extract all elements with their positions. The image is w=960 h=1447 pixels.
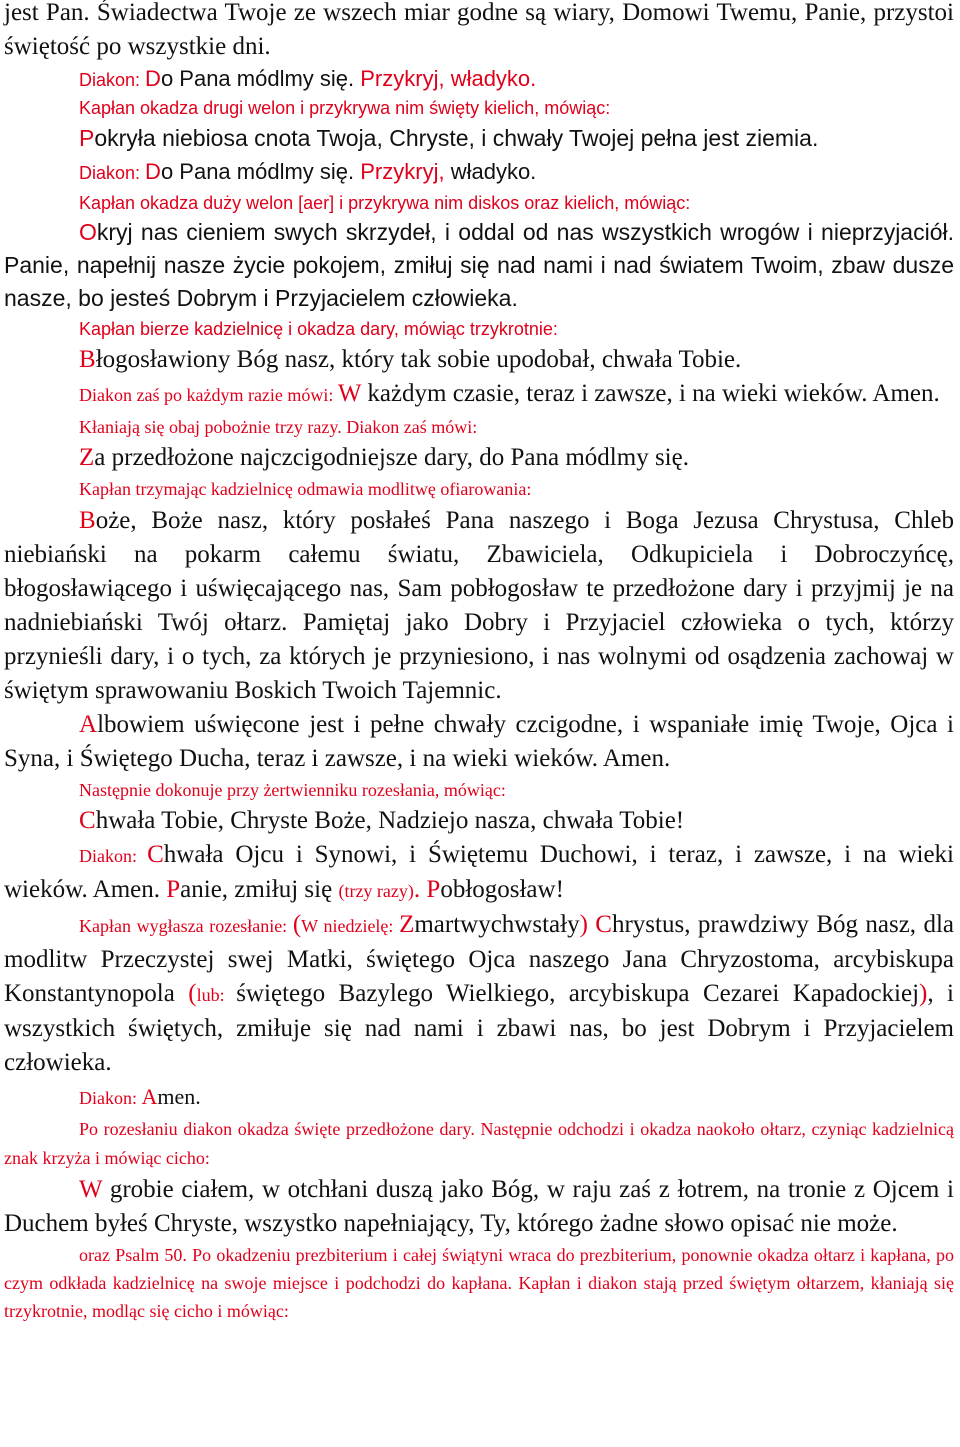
rubric — [4, 190, 954, 216]
rubric — [4, 95, 954, 121]
text: anie, zmiłuj się — [180, 876, 339, 903]
rubric-text: odmawia modlitwę ofiarowania: — [297, 479, 532, 499]
text: okryła niebiosa cnota Twoja, Chryste, i chwały Twojej pełna jest ziemia. — [94, 125, 819, 151]
text: lbowiem uświęcone jest i pełne chwały czcigodne, i wspaniałe imię Twoje, Ojca i Syna, i Świętego Ducha, teraz i zawsze, i na wieki wieków. Amen. — [4, 711, 954, 772]
initial-letter: Z — [79, 444, 95, 471]
prayer-line — [4, 343, 954, 377]
text: . — [413, 876, 427, 903]
text: obłogosław! — [440, 876, 564, 903]
troparion — [4, 1173, 954, 1241]
rubric-text: Diakon zaś mówi: — [346, 417, 478, 437]
rubric-inline: (trzy razy) — [338, 881, 414, 901]
rubric-text: Po rozesłaniu diakon okadza święte przedłożone dary. Następnie odchodzi i okadza naokoło ołtarz, czyniąc kadzielnicą znak krzyża i mówiąc cicho: — [4, 1119, 954, 1168]
text: men. — [157, 1084, 201, 1109]
rubric-text: Następnie dokonuje przy żertwienniku rozesłania, mówiąc: — [79, 780, 506, 800]
text: o Pana módlmy się. — [160, 66, 361, 91]
text: każdym czasie, teraz i zawsze, i na wieki wieków. Amen. — [361, 380, 940, 407]
rubric — [4, 315, 954, 343]
initial-letter: D — [145, 66, 161, 91]
initial-letter: Z — [399, 911, 415, 938]
initial-letter: A — [79, 711, 98, 738]
prayer-line — [4, 804, 954, 838]
text: a przedłożone najczcigodniejsze dary, do Pana módlmy się. — [94, 444, 689, 471]
initial-letter: O — [79, 219, 97, 245]
initial-letter: D — [145, 159, 161, 184]
rubric-deacon: Diakon: — [79, 1088, 142, 1108]
initial-letter: C — [147, 841, 164, 868]
rubric-inline: lub: — [196, 985, 237, 1005]
rubric-inline: Kapłan wygłasza rozesłanie: — [79, 916, 293, 936]
text: świętego Bazylego Wielkiego, arcybiskupa Cezarei Kapadockiej — [236, 980, 920, 1007]
rubric — [4, 776, 954, 804]
initial-letter: P — [166, 876, 181, 903]
initial-letter: B — [79, 346, 96, 373]
deacon-line — [4, 377, 954, 412]
response-text: Przykryj, — [360, 159, 451, 184]
rubric-text: Kłaniają się obaj pobożnie trzy razy. — [79, 417, 347, 437]
rubric — [4, 1241, 954, 1325]
bracket: ( — [292, 911, 302, 938]
deacon-line — [4, 155, 954, 190]
text: grobie ciałem, w otchłani duszą jako Bóg, w raju zaś z łotrem, na tronie z Ojcem i Duchem byłeś Chryste, wszystko napełniający, Ty, którego żadne słowo opisać nie może. — [4, 1176, 954, 1237]
rubric — [4, 474, 954, 504]
initial-letter: W — [79, 1176, 103, 1203]
prayer-paragraph — [4, 216, 954, 315]
offertory-prayer — [4, 504, 954, 708]
bracket: ) — [919, 980, 928, 1007]
rubric-deacon: Diakon: — [79, 163, 146, 183]
prayer-line — [4, 121, 954, 155]
text: oże, Boże nasz, który posłałeś Pana naszego i Boga Jezusa Chrystusa, Chleb niebiański na pokarm całemu światu, Zbawiciela, Odkupiciela i Dobroczyńcę, błogosławiącego i uświęcającego nas, Sam pobłogosław te przedłożone dary i przyjmij je na nadniebiański Twój ołtarz. Pamiętaj jako Dobry i Przyjaciel człowieka o tych, którzy przynieśli dary, i o tych, za których je przyniesiono, i nas wolnymi od osądzenia zachowaj w świętym sprawowaniu Boskich Twoich Tajemnic. — [4, 507, 954, 704]
initial-letter: P — [426, 876, 441, 903]
text: władyko. — [450, 159, 537, 184]
initial-letter: C — [595, 911, 612, 938]
prayer-line — [4, 442, 954, 474]
rubric-text: Kapłan trzymając kadzielnicę — [79, 479, 298, 499]
rubric-deacon: Diakon zaś po każdym razie mówi: — [79, 385, 338, 405]
paragraph-psalm-end — [4, 0, 954, 64]
deacon-line — [4, 1080, 954, 1115]
initial-letter: A — [141, 1084, 158, 1109]
text: kryj nas cieniem swych skrzydeł, i oddal od nas wszystkich wrogów i nieprzyjaciół. Panie, napełnij nasze życie pokojem, zmiłuj się nad nami i nad światem Twoim, zbaw dusze nasze, bo jesteś Dobrym i Przyjacielem człowieka. — [4, 219, 954, 311]
response-text: Przykryj, władyko. — [360, 66, 537, 91]
rubric-deacon: Diakon: — [79, 70, 146, 90]
text: hwała Tobie, Chryste Boże, Nadziejo nasza, chwała Tobie! — [95, 807, 685, 834]
rubric — [4, 412, 954, 442]
rubric-text: Kapłan okadza drugi welon i przykrywa nim święty kielich, mówiąc: — [79, 98, 611, 118]
bracket: ( — [188, 980, 197, 1007]
deacon-line — [4, 838, 954, 908]
text: hrystus, prawdziwy Bóg nasz, dla modlitw Przeczystej swej Matki, świętego Ojca naszego Jana Chryzostoma, arcybiskupa Konstantynopola — [4, 911, 954, 1007]
bracket: ) — [579, 911, 596, 938]
doxology — [4, 708, 954, 776]
initial-letter: P — [79, 125, 95, 151]
text: hwała Ojcu i Synowi, i Świętemu Duchowi, i teraz, i zawsze, i na wieki wieków. Amen. — [4, 841, 954, 903]
rubric-text: Kapłan okadza duży welon [aer] i przykrywa nim diskos oraz kielich, mówiąc: — [79, 193, 691, 213]
text: o Pana módlmy się. — [160, 159, 361, 184]
deacon-line — [4, 64, 954, 95]
rubric — [4, 1115, 954, 1173]
text: , i wszystkich świętych, zmiłuje się nad nami i zbawi nas, bo jest Dobrym i Przyjacielem człowieka. — [4, 980, 954, 1076]
text: jest Pan. Świadectwa Twoje ze wszech miar godne są wiary, Domowi Twemu, Panie, przystoi świętość po wszystkie dni. — [4, 0, 954, 60]
rubric-deacon: Diakon: — [79, 846, 148, 866]
rubric-inline: W niedzielę: — [301, 916, 400, 936]
dismissal — [4, 908, 954, 1080]
initial-letter: C — [79, 807, 96, 834]
text: martwychwstały — [414, 911, 580, 938]
initial-letter: B — [79, 507, 96, 534]
text: łogosławiony Bóg nasz, który tak sobie upodobał, chwała Tobie. — [95, 346, 742, 373]
rubric-text: Kapłan bierze kadzielnicę i okadza dary, mówiąc trzykrotnie: — [79, 319, 558, 339]
initial-letter: W — [337, 380, 362, 407]
rubric-text: oraz Psalm 50. Po okadzeniu prezbiterium i całej świątyni wraca do prezbiterium, ponownie okadza ołtarz i kapłana, po czym odkłada kadzielnicę na swoje miejsce i podchodzi do kapłana. Kapłan i diakon stają przed świętym ołtarzem, kłaniają się trzykrotnie, modląc się cicho i mówiąc: — [4, 1245, 954, 1321]
